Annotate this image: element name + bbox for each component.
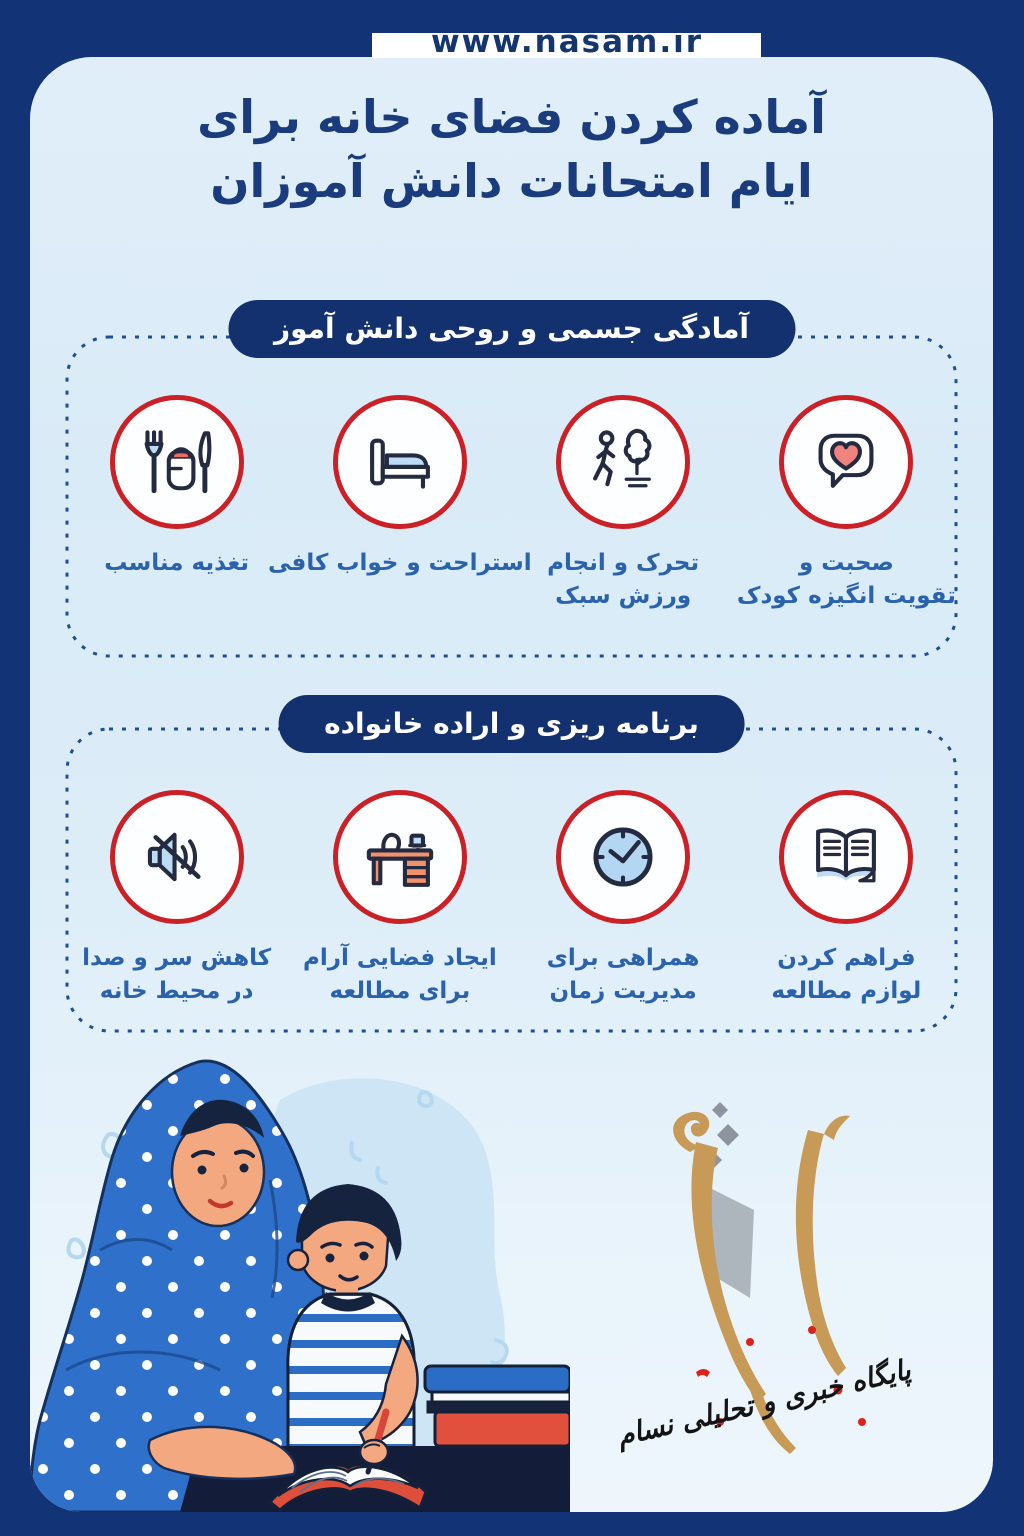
section-1-items bbox=[65, 395, 958, 613]
website-url: www.nasam.ir bbox=[430, 24, 704, 60]
food-icon bbox=[110, 395, 244, 529]
exercise-icon bbox=[556, 395, 690, 529]
item-calm-space bbox=[288, 790, 511, 1008]
child-figure bbox=[288, 1184, 418, 1454]
logo-text: پایگاه خبری و تحلیلی نسام bbox=[613, 1349, 927, 1453]
item-sleep-label: استراحت و خواب کافی bbox=[268, 550, 532, 576]
item-calm-space-label: ایجاد فضایی آرام برای مطالعه bbox=[303, 945, 497, 1004]
section-2-items bbox=[65, 790, 958, 1008]
item-nutrition bbox=[65, 395, 288, 613]
item-nutrition-label: تغذیه مناسب bbox=[104, 550, 249, 576]
mute-icon bbox=[110, 790, 244, 924]
clock-icon bbox=[556, 790, 690, 924]
item-motivation bbox=[735, 395, 958, 613]
section-2-header: برنامه ریزی و اراده خانواده bbox=[278, 695, 745, 753]
heart-chat-icon bbox=[779, 395, 913, 529]
nasam-logo bbox=[600, 1090, 930, 1480]
page-title bbox=[30, 85, 993, 213]
item-study-supplies bbox=[735, 790, 958, 1008]
item-time-management-label: همراهی برای مدیریت زمان bbox=[546, 945, 700, 1004]
infographic-card bbox=[30, 57, 993, 1512]
section-1-header: آمادگی جسمی و روحی دانش آموز bbox=[228, 300, 795, 358]
page-title-line2: ایام امتحانات دانش آموزان bbox=[210, 154, 813, 208]
item-motivation-label: صحبت و تقویت انگیزه کودک bbox=[736, 550, 956, 609]
item-noise-reduction-label: کاهش سر و صدا در محیط خانه bbox=[82, 945, 272, 1004]
bed-icon bbox=[333, 395, 467, 529]
item-sleep bbox=[268, 395, 532, 613]
item-time-management bbox=[512, 790, 735, 1008]
book-stack bbox=[425, 1366, 570, 1446]
mother-child-illustration bbox=[30, 1040, 570, 1512]
item-study-supplies-label: فراهم کردن لوازم مطالعه bbox=[771, 945, 922, 1004]
page-title-line1: آماده کردن فضای خانه برای bbox=[197, 90, 826, 144]
book-icon bbox=[779, 790, 913, 924]
item-noise-reduction bbox=[65, 790, 288, 1008]
item-exercise-label: تحرک و انجام ورزش سبک bbox=[547, 550, 700, 609]
item-exercise bbox=[512, 395, 735, 613]
desk-icon bbox=[333, 790, 467, 924]
